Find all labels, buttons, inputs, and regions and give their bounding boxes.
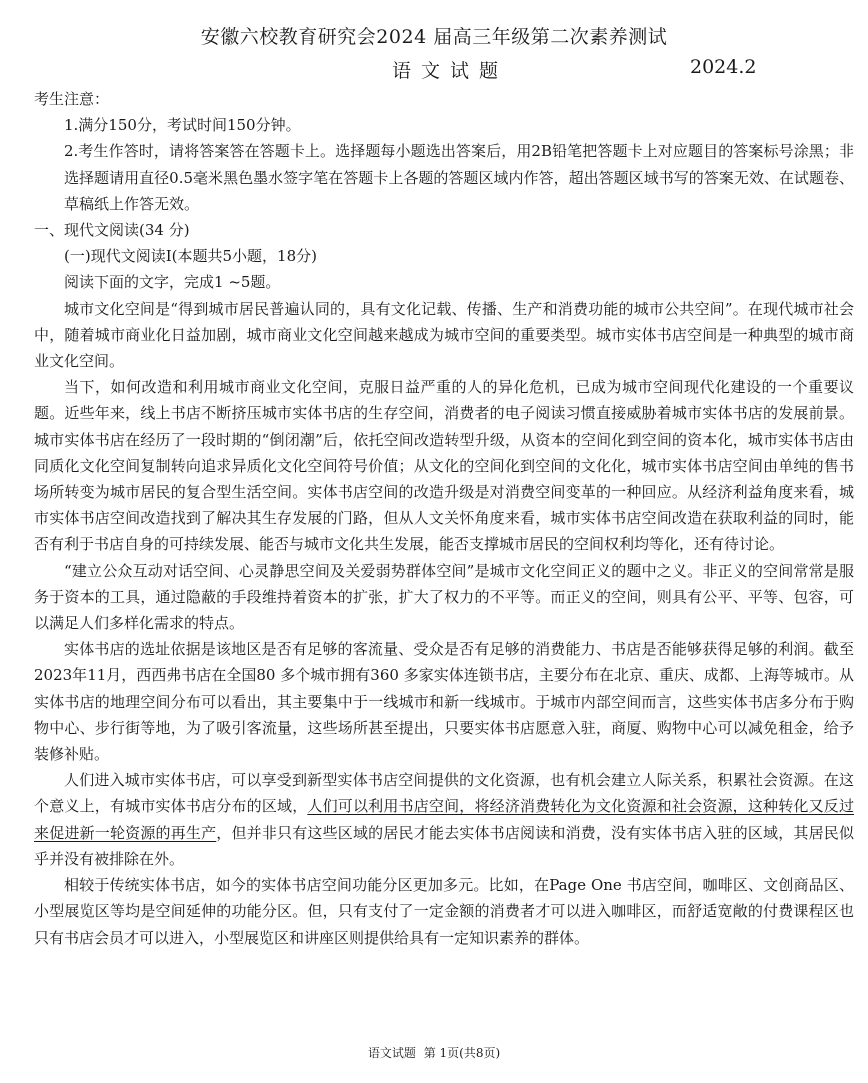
section-heading: 一、现代文阅读(34 分) [34, 221, 190, 240]
notice-heading: 考生注意： [34, 90, 110, 108]
exam-title: 安徽六校教育研究会2024 届高三年级第二次素养测试 [200, 26, 668, 48]
footer-page-number: 第 1页(共8页) [423, 1046, 501, 1060]
paragraph-5-part-b: ，但并非只有这些区域的居民才能去实体书店阅读和消费，没有实体书店入驻的区域，其居民似乎并没有被排除在外。 [34, 823, 854, 868]
exam-body [34, 86, 854, 951]
article-paragraph-5 [34, 767, 854, 872]
exam-subtitle [0, 56, 868, 82]
notice-item-2: 2.考生作答时，请将答案答在答题卡上。选择题每小题选出答案后，用2B铅笔把答题卡上对应题目的答案标号涂黑；非选择题请用直径0.5毫米黑色墨水签字笔在答题卡上各题的答题区域内作答，超出答题区域书写的答案无效、在试题卷、草稿纸上作答无效。 [64, 142, 854, 213]
page-footer [0, 1044, 868, 1061]
article-paragraph-2: 当下，如何改造和利用城市商业文化空间，克服日益严重的人的异化危机，已成为城市空间现代化建设的一个重要议题。近些年来，线上书店不断挤压城市实体书店的生存空间，消费者的电子阅读习惯直接威胁着城市实体书店的发展前景。城市实体书店在经历了一段时期的“倒闭潮”后，依托空间改造转型升级，从资本的空间化到空间的资本化，城市实体书店由同质化文化空间复制转向追求异质化文化空间符号价值；从文化的空间化到空间的文化化，城市实体书店空间由单纯的售书场所转变为城市居民的复合型生活空间。实体书店空间的改造升级是对消费空间变革的一种回应。从经济利益角度来看，城市实体书店空间改造找到了解决其生存发展的门路，但从人文关怀角度来看，城市实体书店空间改造在获取利益的同时，能否有利于书店自身的可持续发展、能否与城市文化共生发展，能否支撑城市居民的空间权利均等化，还有待讨论。 [34, 378, 854, 554]
section-sub-heading: (一)现代文阅读Ⅰ(本题共5小题，18分) [64, 247, 317, 266]
underlined-sentence: 人们可以利用书店空间，将经济消费转化为文化资源和社会资源，这种转化又反过来促进新一轮资源的再生产 [34, 797, 854, 842]
paragraph-5-part-a: 人们进入城市实体书店，可以享受到新型实体书店空间提供的文化资源，也有机会建立人际关系，积累社会资源。在这个意义上，有城市实体书店分布的区域， [34, 771, 854, 816]
notice-item-1: 1.满分150分，考试时间150分钟。 [64, 116, 301, 135]
article-paragraph-1: 城市文化空间是“得到城市居民普遍认同的，具有文化记载、传播、生产和消费功能的城市公共空间”。在现代城市社会中，随着城市商业化日益加剧，城市商业文化空间越来越成为城市空间的重要类型。城市实体书店空间是一种典型的城市商业文化空间。 [34, 299, 854, 371]
article-paragraph-6: 相较于传统实体书店，如今的实体书店空间功能分区更加多元。比如，在Page One 书店空间，咖啡区、文创商品区、小型展览区等均是空间延伸的功能分区。但，只有支付了一定金额的消费者才可以进入咖啡区，而舒适宽敞的付费课程区也只有书店会员才可以进入，小型展览区和讲座区则提供给具有一定知识素养的群体。 [34, 876, 854, 947]
subject-label: 语文试题 [392, 60, 509, 82]
reading-instruction: 阅读下面的文字，完成1 ~5题。 [64, 273, 281, 292]
article-paragraph-3: “建立公众互动对话空间、心灵静思空间及关爱弱势群体空间”是城市文化空间正义的题中之义。非正义的空间常常是服务于资本的工具，通过隐蔽的手段维持着资本的扩张，扩大了权力的不平等。而正义的空间，则具有公平、平等、包容，可以满足人们多样化需求的特点。 [34, 561, 854, 633]
footer-subject: 语文试题 [367, 1046, 416, 1060]
exam-date: 2024.2 [690, 56, 757, 78]
article-paragraph-4: 实体书店的选址依据是该地区是否有足够的客流量、受众是否有足够的消费能力、书店是否能够获得足够的利润。截至2023年11月，西西弗书店在全国80 多个城市拥有360 多家实体连锁书店，主要分布在北京、重庆、成都、上海等城市。从实体书店的地理空间分布可以看出，其主要集中于一线城市和新一线城市。于城市内部空间而言，这些实体书店多分布于购物中心、步行街等地，为了吸引客流量，这些场所甚至提出，只要实体书店愿意入驻，商厦、购物中心可以减免租金，给予装修补贴。 [34, 640, 854, 764]
